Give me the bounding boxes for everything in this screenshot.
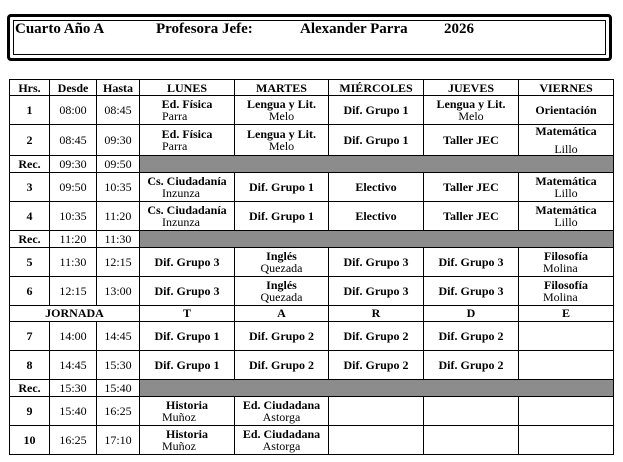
time-hasta: 14:45 (97, 322, 140, 351)
time-desde: 11:20 (50, 231, 97, 248)
jornada-label: JORNADA (10, 306, 140, 322)
subject-cell (329, 173, 424, 202)
time-hasta: 12:15 (97, 248, 140, 277)
subject-name: Ed. Física (161, 97, 213, 111)
subject-cell (329, 248, 424, 277)
recess-row (10, 156, 614, 173)
subject-name: Filosofía (544, 278, 588, 292)
time-desde: 16:25 (50, 426, 97, 455)
recess-row (10, 231, 614, 248)
period-row (10, 351, 614, 380)
teacher-name: Astorga (262, 410, 301, 424)
period-number: 6 (10, 277, 50, 306)
subject-cell (140, 397, 235, 426)
teacher-name: Melo (268, 139, 295, 153)
teacher-name: Lillo (554, 215, 578, 229)
subject-cell (140, 173, 235, 202)
teacher-name: Quezada (260, 261, 303, 275)
subject-cell (140, 277, 235, 306)
period-row (10, 426, 614, 455)
subject-name: Matemática (535, 203, 597, 217)
subject-cell (140, 96, 235, 125)
subject-cell (424, 351, 519, 380)
subject-name: Electivo (355, 209, 397, 223)
subject-cell (235, 202, 329, 231)
subject-cell (235, 96, 329, 125)
subject-name: Dif. Grupo 3 (438, 284, 504, 298)
teacher-name: Lillo (554, 186, 578, 200)
subject-cell (329, 202, 424, 231)
period-number: 4 (10, 202, 50, 231)
jornada-letter: T (140, 306, 235, 322)
subject-name: Dif. Grupo 1 (343, 133, 409, 147)
time-desde: 08:00 (50, 96, 97, 125)
recess-bar (140, 156, 614, 173)
subject-name: Dif. Grupo 2 (343, 358, 409, 372)
subject-name: Matemática (535, 174, 597, 188)
subject-cell (329, 96, 424, 125)
time-desde: 12:15 (50, 277, 97, 306)
time-desde: 10:35 (50, 202, 97, 231)
subject-name: Electivo (355, 180, 397, 194)
period-number: 8 (10, 351, 50, 380)
time-desde: 14:45 (50, 351, 97, 380)
subject-cell (329, 426, 424, 455)
teacher-name: Alexander Parra (300, 21, 408, 37)
subject-cell (235, 173, 329, 202)
recess-bar (140, 231, 614, 248)
subject-name: Dif. Grupo 3 (343, 255, 409, 269)
subject-cell (519, 248, 614, 277)
subject-cell (519, 322, 614, 351)
subject-name: Dif. Grupo 3 (438, 255, 504, 269)
subject-cell (519, 351, 614, 380)
time-hasta: 08:45 (97, 96, 140, 125)
subject-name: Dif. Grupo 2 (248, 358, 314, 372)
col-header-viernes: VIERNES (519, 80, 614, 96)
subject-cell (329, 397, 424, 426)
subject-cell (424, 322, 519, 351)
col-header-martes: MARTES (235, 80, 329, 96)
teacher-label: Profesora Jefe: (156, 21, 253, 37)
period-number: 3 (10, 173, 50, 202)
recess-bar (140, 380, 614, 397)
subject-cell (140, 322, 235, 351)
period-number: 7 (10, 322, 50, 351)
subject-cell (329, 351, 424, 380)
subject-cell (235, 426, 329, 455)
teacher-name: Melo (268, 109, 295, 123)
subject-cell (235, 322, 329, 351)
time-hasta: 15:30 (97, 351, 140, 380)
subject-name: Ed. Física (161, 127, 213, 141)
jornada-letter: R (329, 306, 424, 322)
subject-cell (519, 96, 614, 125)
subject-name: Lengua y Lit. (246, 97, 316, 111)
header-row (10, 80, 614, 96)
period-row (10, 277, 614, 306)
period-number: 10 (10, 426, 50, 455)
subject-name: Dif. Grupo 3 (343, 284, 409, 298)
subject-name: Dif. Grupo 2 (343, 329, 409, 343)
period-number: 5 (10, 248, 50, 277)
col-header-hrs: Hrs. (10, 80, 50, 96)
time-desde: 14:00 (50, 322, 97, 351)
time-hasta: 11:20 (97, 202, 140, 231)
time-hasta: 09:30 (97, 125, 140, 156)
schedule-table (9, 79, 614, 455)
time-hasta: 15:40 (97, 380, 140, 397)
subject-name: Dif. Grupo 1 (248, 209, 314, 223)
col-header-desde: Desde (50, 80, 97, 96)
subject-cell (519, 173, 614, 202)
period-row (10, 322, 614, 351)
col-header-jueves: JUEVES (424, 80, 519, 96)
subject-cell (329, 125, 424, 156)
subject-name: Historia (166, 427, 208, 441)
teacher-name: Astorga (262, 439, 301, 453)
course-name: Cuarto Año A (15, 21, 105, 37)
subject-name: Taller JEC (443, 133, 499, 147)
time-desde: 08:45 (50, 125, 97, 156)
subject-cell (140, 248, 235, 277)
subject-cell (424, 173, 519, 202)
subject-name: Ed. Ciudadana (242, 427, 321, 441)
time-desde: 15:30 (50, 380, 97, 397)
period-row (10, 173, 614, 202)
subject-name: Dif. Grupo 1 (154, 358, 220, 372)
subject-cell (519, 277, 614, 306)
subject-name: Dif. Grupo 2 (248, 329, 314, 343)
subject-name: Orientación (535, 103, 597, 117)
period-number: 2 (10, 125, 50, 156)
time-hasta: 10:35 (97, 173, 140, 202)
header-box (7, 14, 612, 61)
subject-name: Lengua y Lit. (436, 97, 506, 111)
subject-name: Dif. Grupo 3 (154, 284, 220, 298)
time-hasta: 17:10 (97, 426, 140, 455)
year: 2026 (444, 21, 474, 37)
subject-cell (424, 426, 519, 455)
period-row (10, 202, 614, 231)
subject-cell (235, 397, 329, 426)
time-hasta: 09:50 (97, 156, 140, 173)
time-hasta: 11:30 (97, 231, 140, 248)
teacher-name: Lillo (554, 142, 578, 156)
period-row (10, 125, 614, 156)
subject-name: Inglés (266, 278, 297, 292)
subject-name: Matemática (535, 124, 597, 138)
time-desde: 09:50 (50, 173, 97, 202)
recess-label: Rec. (10, 156, 50, 173)
subject-cell (235, 125, 329, 156)
teacher-name: Muñoz (162, 410, 196, 424)
col-header-miercoles: MIÉRCOLES (329, 80, 424, 96)
subject-cell (424, 202, 519, 231)
subject-cell (140, 351, 235, 380)
subject-name: Ed. Ciudadana (242, 398, 321, 412)
col-header-hasta: Hasta (97, 80, 140, 96)
subject-cell (329, 277, 424, 306)
teacher-name: Molina (543, 290, 578, 304)
teacher-name: Parra (162, 139, 188, 153)
subject-name: Historia (166, 398, 208, 412)
period-row (10, 96, 614, 125)
subject-cell (329, 322, 424, 351)
time-hasta: 13:00 (97, 277, 140, 306)
period-row (10, 248, 614, 277)
time-desde: 09:30 (50, 156, 97, 173)
jornada-tarde-row (10, 306, 614, 322)
period-row (10, 397, 614, 426)
teacher-name: Quezada (260, 290, 303, 304)
subject-cell (519, 125, 614, 156)
teacher-name: Muñoz (162, 439, 196, 453)
subject-cell (519, 426, 614, 455)
teacher-name: Inzunza (162, 215, 200, 229)
jornada-letter: A (235, 306, 329, 322)
subject-name: Cs. Ciudadanía (147, 203, 227, 217)
period-number: 9 (10, 397, 50, 426)
subject-name: Filosofía (544, 249, 588, 263)
subject-name: Dif. Grupo 2 (438, 358, 504, 372)
time-desde: 11:30 (50, 248, 97, 277)
recess-row (10, 380, 614, 397)
jornada-letter: D (424, 306, 519, 322)
teacher-name: Parra (162, 109, 188, 123)
subject-name: Inglés (266, 249, 297, 263)
subject-cell (235, 277, 329, 306)
subject-name: Taller JEC (443, 180, 499, 194)
subject-name: Dif. Grupo 1 (248, 180, 314, 194)
subject-cell (424, 397, 519, 426)
subject-cell (235, 248, 329, 277)
subject-cell (235, 351, 329, 380)
teacher-name: Melo (458, 109, 484, 123)
subject-name: Dif. Grupo 2 (438, 329, 504, 343)
subject-cell (140, 426, 235, 455)
teacher-name: Inzunza (162, 186, 200, 200)
subject-name: Taller JEC (443, 209, 499, 223)
teacher-name: Molina (543, 261, 578, 275)
subject-cell (424, 248, 519, 277)
subject-cell (424, 125, 519, 156)
subject-cell (519, 397, 614, 426)
recess-label: Rec. (10, 380, 50, 397)
subject-name: Cs. Ciudadanía (147, 174, 227, 188)
subject-cell (424, 277, 519, 306)
time-desde: 15:40 (50, 397, 97, 426)
subject-name: Lengua y Lit. (246, 127, 316, 141)
jornada-letter: E (519, 306, 614, 322)
col-header-lunes: LUNES (140, 80, 235, 96)
recess-label: Rec. (10, 231, 50, 248)
subject-name: Dif. Grupo 3 (154, 255, 220, 269)
subject-cell (519, 202, 614, 231)
period-number: 1 (10, 96, 50, 125)
subject-name: Dif. Grupo 1 (343, 103, 409, 117)
subject-cell (140, 202, 235, 231)
subject-cell (140, 125, 235, 156)
subject-name: Dif. Grupo 1 (154, 329, 220, 343)
time-hasta: 16:25 (97, 397, 140, 426)
subject-cell (424, 96, 519, 125)
